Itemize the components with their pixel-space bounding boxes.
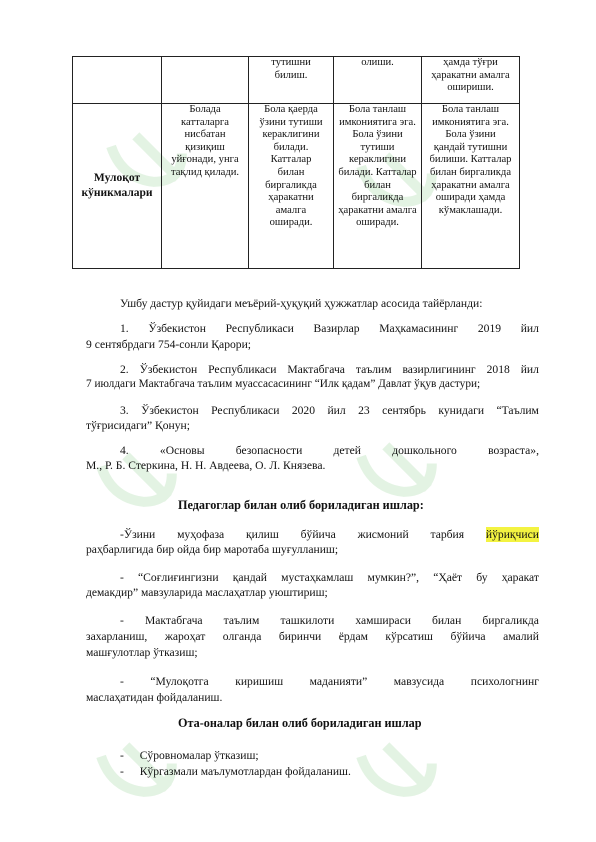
word: Республикаси — [225, 322, 294, 335]
word: Ўзбекистон — [148, 322, 206, 335]
word: возраста», — [488, 444, 539, 457]
doc-item-2-line — [120, 362, 539, 377]
cell-text: оширади. — [356, 217, 399, 229]
cell-text: билади. Катталар — [338, 166, 417, 178]
cell-text: Катталар — [270, 154, 312, 166]
word: таълим — [223, 614, 260, 627]
word: амалий — [503, 630, 539, 643]
cell-text: Бола ўзини — [445, 129, 496, 141]
cell-text: билан биргаликда — [429, 166, 512, 178]
parent-item-2 — [120, 764, 351, 779]
row-label: кўникмалари — [81, 187, 153, 199]
highlighted-word: йўриқчиси — [485, 528, 539, 541]
word: йил — [327, 404, 346, 417]
word: ёрдам — [338, 630, 368, 643]
cell-text: имкониятига эга. — [432, 116, 509, 128]
table-row — [73, 57, 520, 104]
teacher-item-2-continuation: демакдир” мавзуларида маслаҳатлар уюштириш; — [86, 586, 328, 599]
word: кўрсатиш — [385, 630, 433, 643]
word: Мактабгача — [144, 614, 203, 627]
word: 4. — [120, 444, 129, 457]
list-item-text: Кўргазмали маълумотлардан фойдаланиш. — [139, 765, 351, 778]
word: маданияти” — [309, 675, 368, 688]
word: билан — [432, 614, 462, 627]
table-cell — [422, 104, 520, 269]
row-label: Мулоқот — [93, 172, 141, 184]
word: олганда — [222, 630, 262, 643]
word: қандай — [232, 571, 267, 584]
word: мавзусида — [393, 675, 445, 688]
cell-text: уйғонади, унга — [171, 154, 239, 166]
word: қилиш — [246, 528, 279, 541]
word: вазирлигининг — [402, 363, 476, 376]
table-cell — [162, 104, 249, 269]
word: психологнинг — [470, 675, 539, 688]
cell-text: тутиши — [360, 141, 395, 153]
doc-item-4-continuation: М., Р. Б. Стеркина, Н. Н. Авдеева, О. Л. Князева. — [86, 459, 326, 472]
cell-text: билан — [364, 179, 391, 191]
word: жисмоний — [357, 528, 409, 541]
table-cell — [334, 104, 422, 269]
word: 2020 — [291, 404, 316, 417]
word: безопасности — [235, 444, 303, 457]
skills-table — [72, 56, 520, 269]
word: Ўзбекистон — [141, 404, 199, 417]
teacher-item-3-continuation: машғулотлар ўтказиш; — [86, 646, 198, 659]
word: “Соғлиғингизни — [138, 571, 219, 584]
word: 2. — [120, 363, 129, 376]
word: йил — [520, 322, 539, 335]
cell-text: нисбатан — [184, 129, 226, 141]
parents-heading: Ота-оналар билан олиб бориладиган ишлар — [178, 716, 422, 730]
cell-text: амалга — [275, 204, 307, 216]
cell-text: Болада — [189, 104, 221, 115]
cell-text: кераклигини — [262, 129, 320, 141]
list-dash: - — [120, 749, 124, 762]
teacher-item-1-line — [120, 527, 539, 542]
word: киришиш — [235, 675, 284, 688]
word: “Мулоқотга — [150, 675, 209, 688]
watermark-logo-icon — [357, 725, 443, 811]
cell-text: ҳаракатни амалга — [431, 179, 510, 191]
cell-text: ҳаракатни — [268, 192, 314, 204]
cell-text: ўзини тутиши — [259, 116, 323, 128]
word: 1. — [120, 322, 129, 335]
cell-text: олиши. — [361, 57, 394, 68]
word: Республикаси — [208, 363, 277, 376]
word: “Таълим — [496, 404, 539, 417]
table-cell — [422, 57, 520, 104]
doc-item-3-continuation: тўғрисидаги” Қонун; — [86, 419, 190, 432]
cell-text: оширади ҳамда — [435, 192, 506, 204]
word: таълим — [355, 363, 392, 376]
table-cell — [249, 104, 334, 269]
word: - — [120, 571, 124, 584]
doc-item-1-continuation: 9 сентябрдаги 754-сонли Қарори; — [86, 338, 252, 351]
teacher-item-1-continuation: раҳбарлигида бир ойда бир маротаба шуғулланиш; — [86, 543, 339, 556]
doc-item-1-line — [120, 321, 539, 336]
parent-item-1 — [120, 748, 259, 763]
row-label-cell — [73, 104, 162, 269]
cell-text: Бола танлаш — [441, 104, 500, 115]
cell-text: кўмаклашади. — [438, 204, 503, 216]
word: тарбия — [430, 528, 465, 541]
word: -Ўзини — [120, 528, 156, 541]
cell-text: ҳамда тўғри — [443, 57, 498, 68]
cell-text: биргаликда — [351, 192, 404, 204]
word: сентябрь — [382, 404, 426, 417]
word: жароҳат — [164, 630, 206, 643]
word: биринчи — [278, 630, 322, 643]
word: йил — [520, 363, 539, 376]
cell-text: ошириши. — [447, 82, 494, 94]
word: Маҳкамасининг — [379, 322, 459, 335]
word: мумкин?”, — [367, 571, 420, 584]
word: мустаҳкамлаш — [281, 571, 354, 584]
intro-paragraph: Ушбу дастур қуйидаги меъёрий-ҳуқуқий ҳужжатлар асосида тайёрланди: — [120, 297, 483, 310]
word: муҳофаза — [177, 528, 225, 541]
teacher-item-3-line — [120, 613, 539, 628]
word: - — [120, 614, 124, 627]
word: бўйича — [450, 630, 486, 643]
doc-item-4-line — [120, 443, 539, 458]
word: Вазирлар — [313, 322, 360, 335]
cell-text: билан — [277, 166, 305, 178]
cell-text: кераклигини — [348, 154, 407, 166]
word: захарланиш, — [86, 630, 148, 643]
cell-text: ҳаракатни амалга — [431, 69, 510, 81]
word: 2018 — [486, 363, 510, 376]
cell-text: Бола танлаш — [348, 104, 407, 115]
cell-text: Бола қаерда — [264, 104, 318, 115]
teachers-heading: Педагоглар билан олиб бориладиган ишлар: — [178, 498, 424, 512]
list-item-text: Сўровномалар ўтказиш; — [139, 749, 259, 762]
word: бу — [476, 571, 488, 584]
table-cell — [334, 57, 422, 104]
word: ташкилоти — [280, 614, 335, 627]
word: 23 — [358, 404, 370, 417]
list-dash: - — [120, 765, 124, 778]
doc-item-2-continuation: 7 июлдаги Мактабгача таълим муассасасининг “Илк қадам” Давлат ўқув дастури; — [86, 378, 481, 390]
cell-text: билиши. Катталар — [429, 154, 512, 166]
word: Республикаси — [211, 404, 280, 417]
doc-item-3-line — [120, 403, 539, 418]
table-row — [73, 104, 520, 269]
cell-text: билиш. — [274, 69, 308, 81]
word: “Ҳаёт — [433, 571, 463, 584]
teacher-item-2-line — [120, 570, 539, 585]
word: дошкольного — [392, 444, 457, 457]
cell-text: имкониятига эга. — [339, 116, 416, 128]
cell-text: оширади. — [269, 217, 313, 229]
word: кунидаги — [438, 404, 485, 417]
cell-text: биргаликда — [265, 179, 317, 191]
cell-text: тутишни — [271, 57, 311, 68]
word: биргаликда — [482, 614, 539, 627]
teacher-item-4-line — [120, 674, 539, 689]
cell-text: қандай тутишни — [433, 141, 508, 153]
table-cell — [249, 57, 334, 104]
cell-text: Бола ўзини — [352, 129, 403, 141]
word: Мактабгача — [287, 363, 345, 376]
cell-text: тақлид қилади. — [170, 166, 240, 178]
word: 2019 — [477, 322, 502, 335]
cell-text: билади. — [273, 141, 309, 153]
table-cell — [73, 57, 162, 104]
word: ҳаракат — [501, 571, 539, 584]
word: детей — [333, 444, 361, 457]
word: - — [120, 675, 124, 688]
table-cell — [162, 57, 249, 104]
word: «Основы — [159, 444, 205, 457]
cell-text: қизиқиш — [185, 141, 225, 153]
cell-text: катталарга — [181, 116, 229, 128]
teacher-item-4-continuation: маслаҳатидан фойдаланиш. — [86, 691, 223, 704]
word: Ўзбекистон — [139, 363, 198, 376]
word: бўйича — [300, 528, 336, 541]
cell-text: ҳаракатни амалга — [338, 204, 417, 216]
word: 3. — [120, 404, 129, 417]
word: хамшираси — [355, 614, 411, 627]
teacher-item-3-line-2 — [86, 629, 539, 644]
